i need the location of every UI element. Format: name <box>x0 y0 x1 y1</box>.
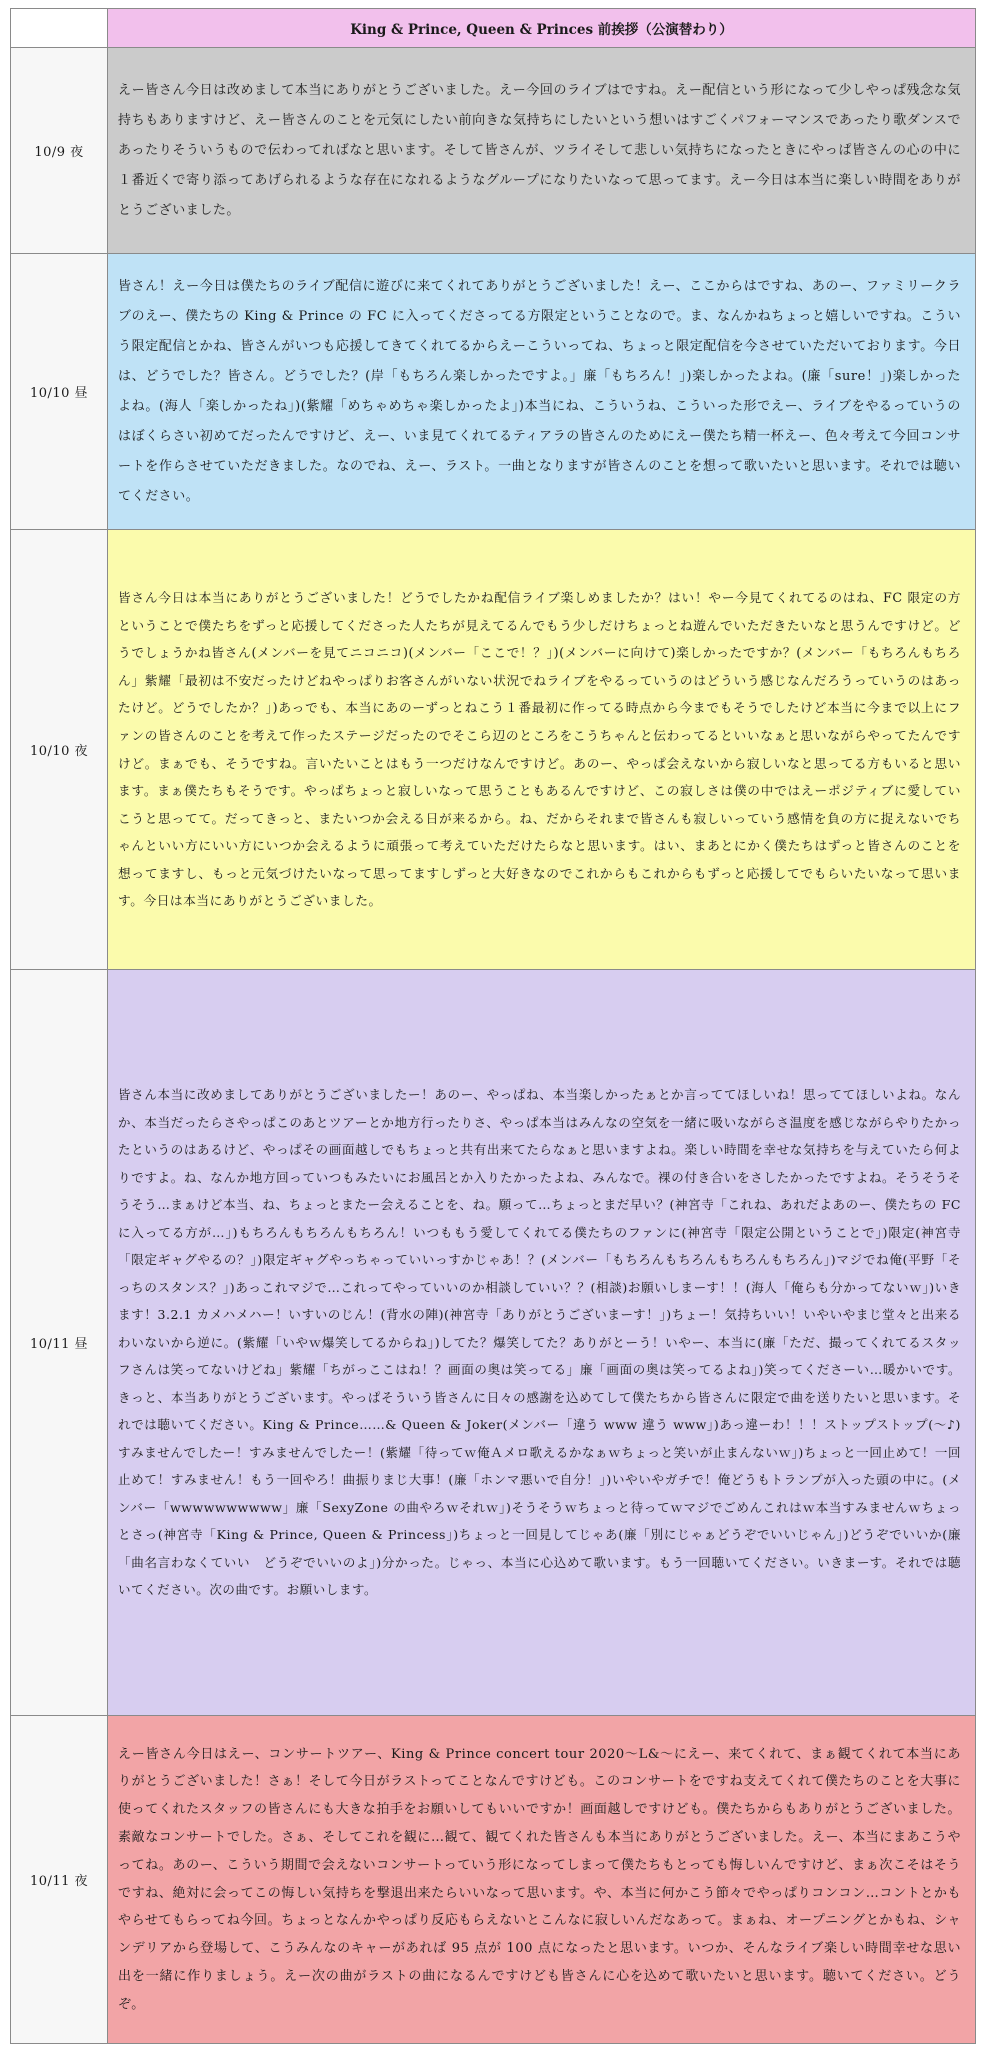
table-row <box>11 48 976 254</box>
table-header-row <box>11 9 976 48</box>
table-title: King & Prince, Queen & Princes 前挨拶（公演替わり） <box>108 9 976 48</box>
corner-cell <box>11 9 108 48</box>
table-row <box>11 254 976 530</box>
table-row <box>11 530 976 970</box>
date-cell: 10/10 昼 <box>11 254 108 530</box>
date-cell: 10/11 夜 <box>11 1716 108 2044</box>
date-cell: 10/10 夜 <box>11 530 108 970</box>
greeting-text: えー皆さん今日は改めまして本当にありがとうございました。えー今回のライブはですね。えー配信という形になって少しやっぱ残念な気持ちもありますけど、えー皆さんのことを元気にしたい前向きな気持ちにしたいという想いはすごくパフォーマンスであったり歌ダンスであったりそういうもので伝わってればなと思います。そして皆さんが、ツライそして悲しい気持ちになったときにやっぱ皆さんの心の中に１番近くで寄り添ってあげられるような存在になれるようなグループになりたいなって思ってます。えー今日は本当に楽しい時間をありがとうございました。 <box>108 48 976 254</box>
date-cell: 10/11 昼 <box>11 970 108 1716</box>
greeting-text: えー皆さん今日はえー、コンサートツアー、King & Prince concert tour 2020〜L&〜にえー、来てくれて、まぁ観てくれて本当にありがとうございました！さぁ！そして今日がラストってことなんですけども。このコンサートをですね支えてくれて僕たちのことを大事に使ってくれたスタッフの皆さんにも大きな拍手をお願いしてもいいですか！画面越しですけども。僕たちからもありがとうございました。素敵なコンサートでした。さぁ、そしてこれを観に…観て、観てくれた皆さんも本当にありがとうございました。えー、本当にまあこうやってね。あのー、こういう期間で会えないコンサートっていう形になってしまって僕たちもとっても悔しいんですけど、まぁ次こそはそうですね、絶対に会ってこの悔しい気持ちを撃退出来たらいいなって思います。や、本当に何かこう節々でやっぱりコンコン…コントとかもやらせてもらってね今回。ちょっとなんかやっぱり反応もらえないとこんなに寂しいんだなあって。まぁね、オープニングとかもね、シャンデリアから登場して、こうみんなのキャーがあれば 95 点が 100 点になったと思います。いつか、そんなライブ楽しい時間幸せな思い出を一緒に作りましょう。えー次の曲がラストの曲になるんですけども皆さんに心を込めて歌いたいと思います。聴いてください。どうぞ。 <box>108 1716 976 2044</box>
greetings-table <box>10 8 976 2044</box>
table-row <box>11 1716 976 2044</box>
table-row <box>11 970 976 1716</box>
greeting-text: 皆さん今日は本当にありがとうございました！どうでしたかね配信ライブ楽しめましたか？はい！やー今見てくれてるのはね、FC 限定の方ということで僕たちをずっと応援してくださった人たちが見えてるんでもう少しだけちょっとね遊んでいただきたいなと思うんですけど。どうでしょうかね皆さん(メンバーを見てニコニコ)(メンバー「ここで！？」)(メンバーに向けて)楽しかったですか？(メンバー「もちろんもちろん」紫耀「最初は不安だったけどねやっぱりお客さんがいない状況でねライブをやるっていうのはどういう感じなんだろうっていうのはあったけど。どうでしたか？」)あっでも、本当にあのーずっとねこう１番最初に作ってる時点から今までもそうでしたけど本当に今まで以上にファンの皆さんのことを考えて作ったステージだったのでそこら辺のところをこうちゃんと伝わってるといいなぁと思いながらやってたんですけど。まぁでも、そうですね。言いたいことはもう一つだけなんですけど。あのー、やっぱ会えないから寂しいなと思ってる方もいると思います。まぁ僕たちもそうです。やっぱちょっと寂しいなって思うこともあるんですけど、この寂しさは僕の中ではえーポジティブに愛していこうと思ってて。だってきっと、またいつか会える日が来るから。ね、だからそれまで皆さんも寂しいっていう感情を負の方に捉えないでちゃんといい方にいい方にいつか会えるように頑張って考えていただけたらなと思います。はい、まあとにかく僕たちはずっと皆さんのことを想ってますし、もっと元気づけたいなって思ってますしずっと大好きなのでこれからもこれからもずっと応援してでもらいたいなって思います。今日は本当にありがとうございました。 <box>108 530 976 970</box>
greeting-text: 皆さん！えー今日は僕たちのライブ配信に遊びに来てくれてありがとうございました！えー、ここからはですね、あのー、ファミリークラブのえー、僕たちの King & Prince の FC に入ってくださってる方限定ということなので。ま、なんかねちょっと嬉しいですね。こういう限定配信とかね、皆さんがいつも応援してきてくれてるからえーこういってね、ちょっと限定配信を今させていただいております。今日は、どうでした？皆さん。どうでした？(岸「もちろん楽しかったですよ。」廉「もちろん！」)楽しかったよね。(廉「sure！」)楽しかったよね。(海人「楽しかったね」)(紫耀「めちゃめちゃ楽しかったよ」)本当にね、こういうね、こういった形でえー、ライブをやるっていうのはぼくらさい初めてだったんですけど、えー、いま見てくれてるティアラの皆さんのためにえー僕たち精一杯えー、色々考えて今回コンサートを作らさせていただきました。なのでね、えー、ラスト。一曲となりますが皆さんのことを想って歌いたいと思います。それでは聴いてください。 <box>108 254 976 530</box>
greeting-text: 皆さん本当に改めましてありがとうございましたー！あのー、やっぱね、本当楽しかったぁとか言っててほしいね！思っててほしいよね。なんか、本当だったらさやっぱこのあとツアーとか地方行ったりさ、やっぱ本当はみんなの空気を一緒に吸いながらさ温度を感じながらやりたかったというのはあるけど、やっぱその画面越しでもちょっと共有出来てたらなぁと思いますよね。楽しい時間を幸せな気持ちを与えていたら何よりですよ。ね、なんか地方回っていつもみたいにお風呂とか入りたかったよね、みんなで。裸の付き合いをさしたかったですよね。そうそうそうそう…まぁけど本当、ね、ちょっとまたー会えることを、ね。願って…ちょっとまだ早い？(神宮寺「これね、あれだよあのー、僕たちの FC に入ってる方が…」)もちろんもちろんもちろん！いつももう愛してくれてる僕たちのファンに(神宮寺「限定公開ということで」)限定(神宮寺「限定ギャグやるの？」)限定ギャグやっちゃっていいっすかじゃあ！？(メンバー「もちろんもちろんもちろんもちろん」)マジでね俺(平野「そっちのスタンス？」)あっこれマジで…これってやっていいのか相談していい？？(相談)お願いしまーす！！(海人「俺らも分かってないｗ」)いきます！3.2.1 カメハメハー！いすいのじん！(背水の陣)(神宮寺「ありがとうございまーす！」)ちょー！気持ちいい！いやいやまじ堂々と出来るわいないから逆に。(紫耀「いやｗ爆笑してるからね」)してた？爆笑してた？ありがとーう！いやー、本当に(廉「ただ、撮ってくれてるスタッフさんは笑ってないけどね」紫耀「ちがっここはね！？画面の奥は笑ってる」廉「画面の奥は笑ってるよね」)笑ってくださーい…暖かいです。きっと、本当ありがとうございます。やっぱそういう皆さんに日々の感謝を込めてして僕たちから皆さんに限定で曲を送りたいと思います。それでは聴いてください。King & Prince……& Queen & Joker(メンバー「違う www 違う www」)あっ違ーわ！！！ストップストップ(〜♪)すみませんでしたー！すみませんでしたー！(紫耀「待ってｗ俺Ａメロ歌えるかなぁｗちょっと笑いが止まんないｗ」)ちょっと一回止めて！一回止めて！すみません！もう一回やろ！曲振りまじ大事！(廉「ホンマ悪いで自分！」)いやいやガチで！俺どうもトランプが入った頭の中に。(メンバー「wwwwwwwwww」廉「SexyZone の曲やろｗそれｗ」)そうそうｗちょっと待ってｗマジでごめんこれはｗ本当すみませんｗちょっとさっ(神宮寺「King & Prince, Queen & Princess」)ちょっと一回見してじゃあ(廉「別にじゃぁどうぞでいいじゃん」)どうぞでいいか(廉「曲名言わなくていい どうぞでいいのよ」)分かった。じゃっ、本当に心込めて歌います。もう一回聴いてください。いきまーす。それでは聴いてください。次の曲です。お願いします。 <box>108 970 976 1716</box>
date-cell: 10/9 夜 <box>11 48 108 254</box>
